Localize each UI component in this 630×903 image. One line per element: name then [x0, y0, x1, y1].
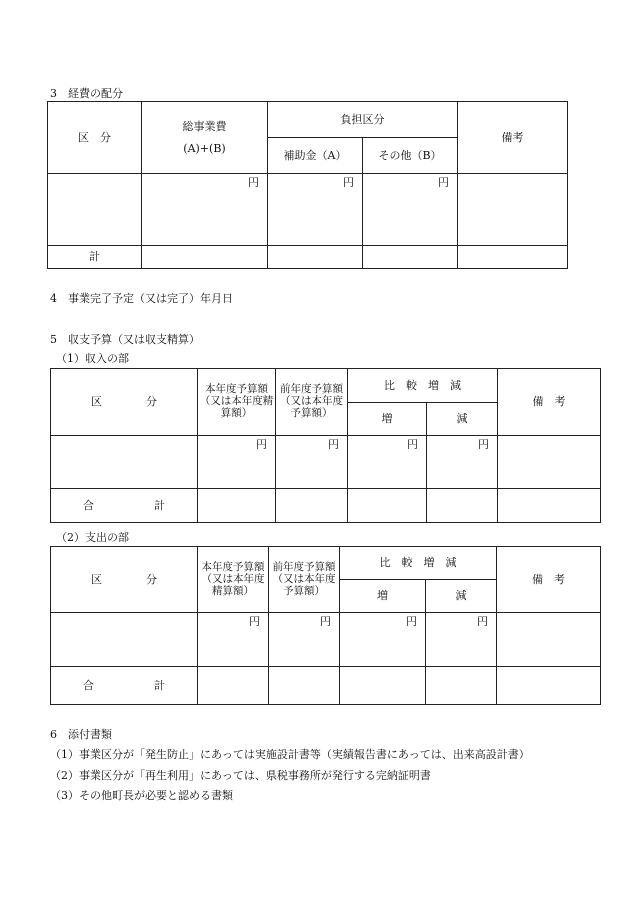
header-kubun-left: 区 — [91, 572, 102, 586]
header-kubun-right: 分 — [146, 572, 157, 586]
header-total-cost — [142, 102, 268, 174]
header-prev-year-budget: 前年度予算額（又は本年度予算額） — [269, 547, 340, 613]
header-kubun — [51, 369, 198, 436]
header-this-year-budget: 本年度予算額（又は本年度精算額） — [198, 547, 269, 613]
cell-decrease-unit: 円 — [426, 613, 497, 667]
header-note: 備考 — [458, 102, 568, 174]
expense-subheading: （2）支出の部 — [56, 531, 129, 544]
expense-table — [50, 546, 601, 705]
header-decrease: 減 — [427, 403, 498, 436]
total-cell — [426, 667, 497, 705]
total-cell — [269, 667, 340, 705]
section4-heading: 4 事業完了予定（又は完了）年月日 — [50, 292, 233, 305]
attachment-item-1: （1）事業区分が「発生防止」にあっては実施設計書等（実績報告書にあっては、出来高設計書） — [50, 748, 530, 761]
header-kubun-left: 区 — [91, 395, 102, 409]
total-cell — [142, 246, 268, 269]
header-kubun — [51, 547, 198, 613]
cell-increase-unit: 円 — [348, 436, 427, 489]
cell-kubun — [48, 174, 142, 246]
cell-this-year-unit: 円 — [198, 613, 269, 667]
header-total-cost-formula: (A)+(B) — [183, 141, 226, 155]
header-subsidy: 補助金（A） — [268, 138, 363, 174]
cell-note — [458, 174, 568, 246]
header-compare: 比 較 増 減 — [348, 369, 498, 403]
section6-heading: 6 添付書類 — [50, 728, 112, 741]
total-cell — [198, 489, 276, 523]
total-cell — [363, 246, 458, 269]
attachment-item-2: （2）事業区分が「再生利用」にあっては、県税事務所が発行する完納証明書 — [50, 769, 431, 782]
cell-this-year-unit: 円 — [198, 436, 276, 489]
total-cell — [276, 489, 348, 523]
attachment-item-3: （3）その他町長が必要と認める書類 — [50, 789, 233, 802]
cell-note — [497, 613, 601, 667]
total-cell — [340, 667, 426, 705]
expense-allocation-table — [47, 101, 568, 269]
cell-subsidy-unit: 円 — [268, 174, 363, 246]
header-decrease: 減 — [426, 580, 497, 613]
cell-prev-year-unit: 円 — [269, 613, 340, 667]
header-other: その他（B） — [363, 138, 458, 174]
total-left: 合 — [83, 678, 94, 692]
total-left: 合 — [83, 498, 94, 512]
total-row-label — [51, 489, 198, 523]
header-increase: 増 — [348, 403, 427, 436]
cell-increase-unit: 円 — [340, 613, 426, 667]
section3-heading: 3 経費の配分 — [50, 87, 123, 100]
cell-decrease-unit: 円 — [427, 436, 498, 489]
section5-heading: 5 収支予算（又は収支精算） — [50, 333, 200, 346]
total-cell — [427, 489, 498, 523]
cell-total-unit: 円 — [142, 174, 268, 246]
cell-other-unit: 円 — [363, 174, 458, 246]
total-cell — [348, 489, 427, 523]
total-cell — [268, 246, 363, 269]
header-increase: 増 — [340, 580, 426, 613]
header-total-cost-label: 総事業費 — [182, 119, 227, 133]
header-this-year-budget: 本年度予算額（又は本年度精算額） — [198, 369, 276, 436]
total-row-label — [51, 667, 198, 705]
total-row-label: 計 — [48, 246, 142, 269]
cell-note — [498, 436, 601, 489]
income-table — [50, 368, 601, 523]
total-cell — [198, 667, 269, 705]
cell-kubun — [51, 436, 198, 489]
header-prev-year-budget: 前年度予算額（又は本年度予算額） — [276, 369, 348, 436]
cell-prev-year-unit: 円 — [276, 436, 348, 489]
header-burden: 負担区分 — [268, 102, 458, 138]
total-right: 計 — [154, 678, 165, 692]
total-cell — [497, 667, 601, 705]
total-cell — [458, 246, 568, 269]
income-subheading: （1）収入の部 — [56, 352, 129, 365]
cell-kubun — [51, 613, 198, 667]
header-note: 備 考 — [497, 547, 601, 613]
total-cell — [498, 489, 601, 523]
total-right: 計 — [154, 498, 165, 512]
header-compare: 比 較 増 減 — [340, 547, 497, 580]
header-kubun-right: 分 — [146, 395, 157, 409]
header-note: 備 考 — [498, 369, 601, 436]
header-kubun: 区 分 — [48, 102, 142, 174]
